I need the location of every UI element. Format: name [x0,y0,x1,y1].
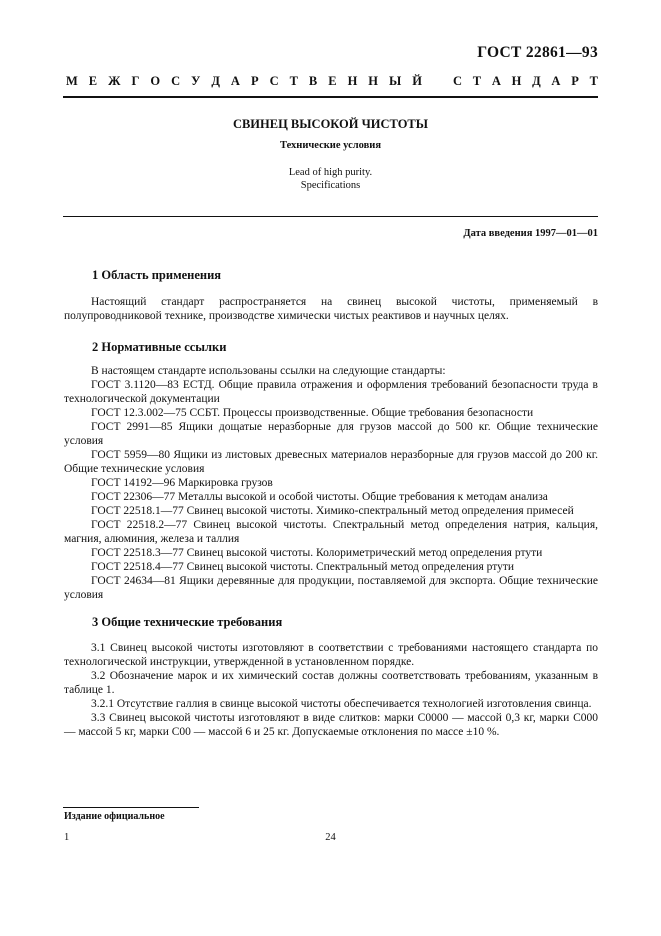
header-rule [63,96,598,98]
clause-3-2-1: 3.2.1 Отсутствие галлия в свинце высокой чистоты обеспечивается технологией изготовления свинца. [91,698,592,710]
banner-letter: С [269,74,279,88]
banner-letter: Р [250,74,259,88]
reference-item: ГОСТ 22518.4—77 Свинец высокой чистоты. Спектральный метод определения ртути [91,561,515,573]
banner-letter: А [491,74,501,88]
banner-letter: Й [412,74,422,88]
section-2-text [64,364,598,602]
english-title-line2: Specifications [300,180,361,191]
banner-letter: А [230,74,240,88]
section-1-heading: 1 Область применения [92,268,222,282]
reference-item: ГОСТ 12.3.002—75 ССБТ. Процессы производственные. Общие требования безопасности [91,407,534,419]
reference-item: ГОСТ 2991—85 Ящики дощатые неразборные для грузов массой до 500 кг. Общие технические условия [64,421,598,447]
clause-3-1: 3.1 Свинец высокой чистоты изготовляют в соответствии с требованиями настоящего стандарта по технологической инструкции, утвержденной в установленном порядке. [64,642,598,668]
section-3-text [64,641,598,739]
banner-letter: В [308,74,318,88]
footer-left-mark: 1 [64,832,70,843]
page-number: 24 [325,832,336,843]
banner-letter: Т [289,74,298,88]
section-1-paragraph: Настоящий стандарт распространяется на свинец высокой чистоты, применяемый в полупроводниковой технике, производстве химически чистых реактивов и научных целях. [64,296,598,322]
banner-letter: Г [131,74,140,88]
banner-letter: А [551,74,561,88]
banner-letter: О [150,74,161,88]
clause-3-3: 3.3 Свинец высокой чистоты изготовляют в виде слитков: марки С0000 — массой 0,3 кг, марки С000 — массой 5 кг, марки С00 — массой 6 и 25 кг. Допускаемые отклонения по массе ±10 %. [64,712,598,738]
clause-3-2: 3.2 Обозначение марок и их химический состав должны соответствовать требованиям, указанным в таблице 1. [64,670,598,696]
banner-letter: С [171,74,181,88]
reference-item: ГОСТ 22518.2—77 Свинец высокой чистоты. Спектральный метод определения натрия, кальция, магния, алюминия, железа и таллия [64,519,598,545]
banner-letter: Ж [108,74,121,88]
english-title [0,166,661,192]
reference-item: ГОСТ 3.1120—83 ЕСТД. Общие правила отражения и оформления требований безопасности труда в технологической документации [64,379,598,405]
banner-letter: Т [589,74,598,88]
banner-letter: Н [511,74,522,88]
reference-item: ГОСТ 22306—77 Металлы высокой и особой чистоты. Общие требования к методам анализа [91,491,548,503]
banner-letter: Н [368,74,379,88]
banner-letter: Д [211,74,220,88]
official-edition-label: Издание официальное [64,811,165,822]
reference-item: ГОСТ 24634—81 Ящики деревянные для продукции, поставляемой для экспорта. Общие технические условия [64,575,598,601]
banner-word-standard [453,74,598,89]
banner-letter: Е [328,74,337,88]
reference-item: ГОСТ 5959—80 Ящики из листовых древесных материалов неразборные для грузов массой до 200 кг. Общие технические условия [64,449,598,475]
banner-letter: М [66,74,78,88]
banner-letter: Т [472,74,482,88]
document-title: СВИНЕЦ ВЫСОКОЙ ЧИСТОТЫ [232,117,429,131]
standard-number: ГОСТ 22861—93 [477,44,598,61]
interstate-standard-banner [66,74,598,89]
banner-letter: Д [532,74,541,88]
references-intro: В настоящем стандарте использованы ссылки на следующие стандарты: [91,365,446,377]
footer-rule [63,807,199,808]
reference-item: ГОСТ 14192—96 Маркировка грузов [91,477,273,489]
banner-letter: Р [571,74,579,88]
section-2-heading: 2 Нормативные ссылки [92,340,227,354]
banner-letter: Ы [389,74,402,88]
section-1-text [64,295,598,323]
english-title-line1: Lead of high purity. [288,167,373,178]
banner-letter: Е [88,74,98,88]
banner-word-interstate [66,74,422,89]
reference-item: ГОСТ 22518.1—77 Свинец высокой чистоты. Химико-спектральный метод определения примесей [91,505,574,517]
section-3-heading: 3 Общие технические требования [92,615,283,629]
reference-item: ГОСТ 22518.3—77 Свинец высокой чистоты. Колориметрический метод определения ртути [91,547,543,559]
banner-letter: С [453,74,463,88]
banner-letter: У [191,74,201,88]
title-rule [63,216,598,217]
banner-letter: Н [347,74,358,88]
document-subtitle: Технические условия [279,140,382,151]
date-of-introduction: Дата введения 1997—01—01 [463,228,598,239]
